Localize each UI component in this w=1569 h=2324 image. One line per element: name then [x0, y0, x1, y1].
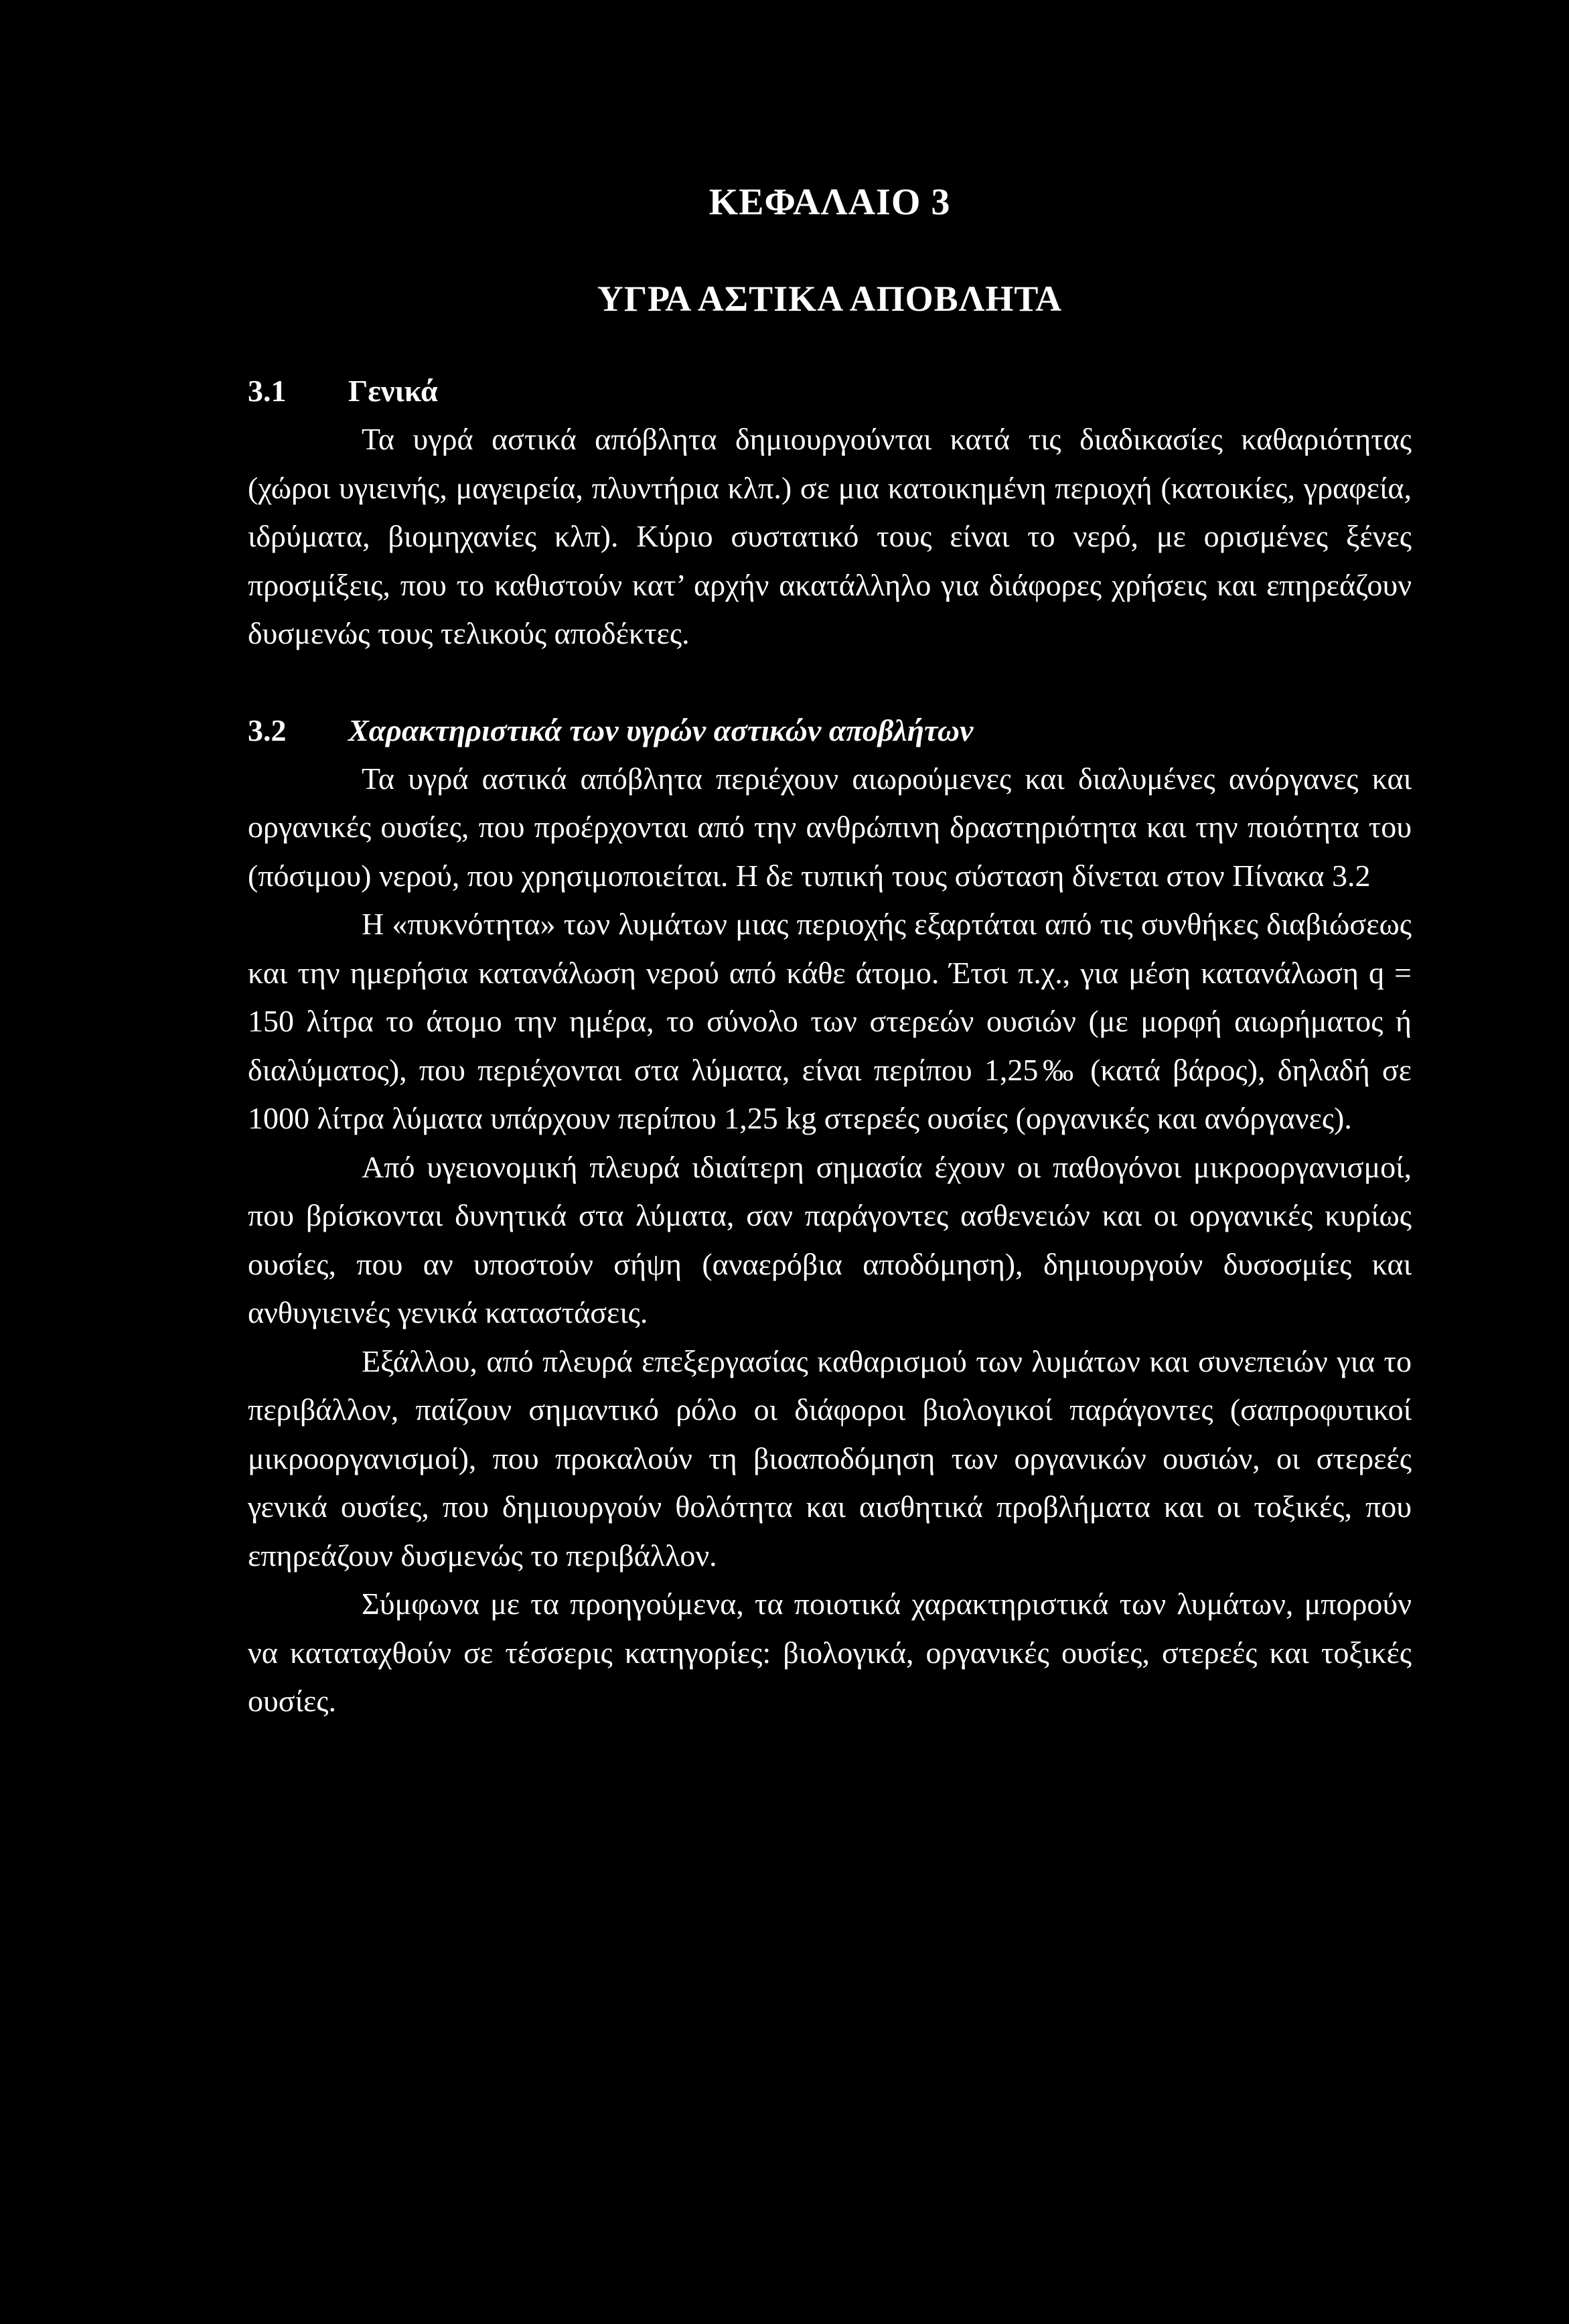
document-page: [248, 181, 1412, 1726]
paragraph: Η «πυκνότητα» των λυμάτων μιας περιοχής εξαρτάται από τις συνθήκες διαβιώσεως και την ημερήσια κατανάλωση νερού από κάθε άτομο. Έτσι π.χ., για μέση κατανάλωση q = 150 λίτρα το άτομο την ημέρα, το σύνολο των στερεών ουσιών (με μορφή αιωρήματος ή διαλύματος), που περιέχονται στα λύματα, είναι περίπου 1,25‰ (κατά βάρος), δηλαδή σε 1000 λίτρα λύματα υπάρχουν περίπου 1,25 kg στερεές ουσίες (οργανικές και ανόργανες).: [248, 907, 1412, 1135]
section-characteristics: [248, 707, 1412, 1726]
paragraph: Τα υγρά αστικά απόβλητα περιέχουν αιωρούμενες και διαλυμένες ανόργανες και οργανικές ουσίες, που προέρχονται από την ανθρώπινη δραστηριότητα και την ποιότητα του (πόσιμου) νερού, που χρησιμοποιείται. Η δε τυπική τους σύσταση δίνεται στον Πίνακα 3.2: [248, 761, 1412, 893]
section-heading: [248, 707, 1412, 755]
section-title: Χαρακτηριστικά των υγρών αστικών αποβλήτων: [348, 713, 974, 747]
paragraph: Από υγειονομική πλευρά ιδιαίτερη σημασία έχουν οι παθογόνοι μικροοργανισμοί, που βρίσκονται δυνητικά στα λύματα, σαν παράγοντες ασθενειών και οι οργανικές κυρίως ουσίες, που αν υποστούν σήψη (αναερόβια αποδόμηση), δημιουργούν δυσοσμίες και ανθυγιεινές γενικά καταστάσεις.: [248, 1149, 1412, 1329]
paragraph: Τα υγρά αστικά απόβλητα δημιουργούνται κατά τις διαδικασίες καθαριότητας (χώροι υγιεινής, μαγειρεία, πλυντήρια κλπ.) σε μια κατοικημένη περιοχή (κατοικίες, γραφεία, ιδρύματα, βιομηχανίες κλπ). Κύριο συστατικό τους είναι το νερό, με ορισμένες ξένες προσμίξεις, που το καθιστούν κατ’ αρχήν ακατάλληλο για διάφορες χρήσεις και επηρεάζουν δυσμενώς τους τελικούς αποδέκτες.: [248, 422, 1412, 650]
paragraph: Σύμφωνα με τα προηγούμενα, τα ποιοτικά χαρακτηριστικά των λυμάτων, μπορούν να καταταχθούν σε τέσσερις κατηγορίες: βιολογικά, οργανικές ουσίες, στερεές και τοξικές ουσίες.: [248, 1587, 1412, 1718]
chapter-title: ΚΕΦΑΛΑΙΟ 3: [708, 181, 951, 223]
section-number: 3.1: [248, 374, 287, 408]
section-title: Γενικά: [348, 374, 438, 408]
chapter-subtitle: ΥΓΡΑ ΑΣΤΙΚΑ ΑΠΟΒΛΗΤΑ: [597, 279, 1063, 319]
section-general: [248, 367, 1412, 658]
section-number: 3.2: [248, 713, 287, 747]
paragraph: Εξάλλου, από πλευρά επεξεργασίας καθαρισμού των λυμάτων και συνεπειών για το περιβάλλον, παίζουν σημαντικό ρόλο οι διάφοροι βιολογικοί παράγοντες (σαπροφυτικοί μικροοργανισμοί), που προκαλούν τη βιοαποδόμηση των οργανικών ουσιών, οι στερεές γενικά ουσίες, που δημιουργούν θολότητα και αισθητικά προβλήματα και οι τοξικές, που επηρεάζουν δυσμενώς το περιβάλλον.: [248, 1343, 1412, 1573]
section-heading: [248, 367, 1412, 415]
